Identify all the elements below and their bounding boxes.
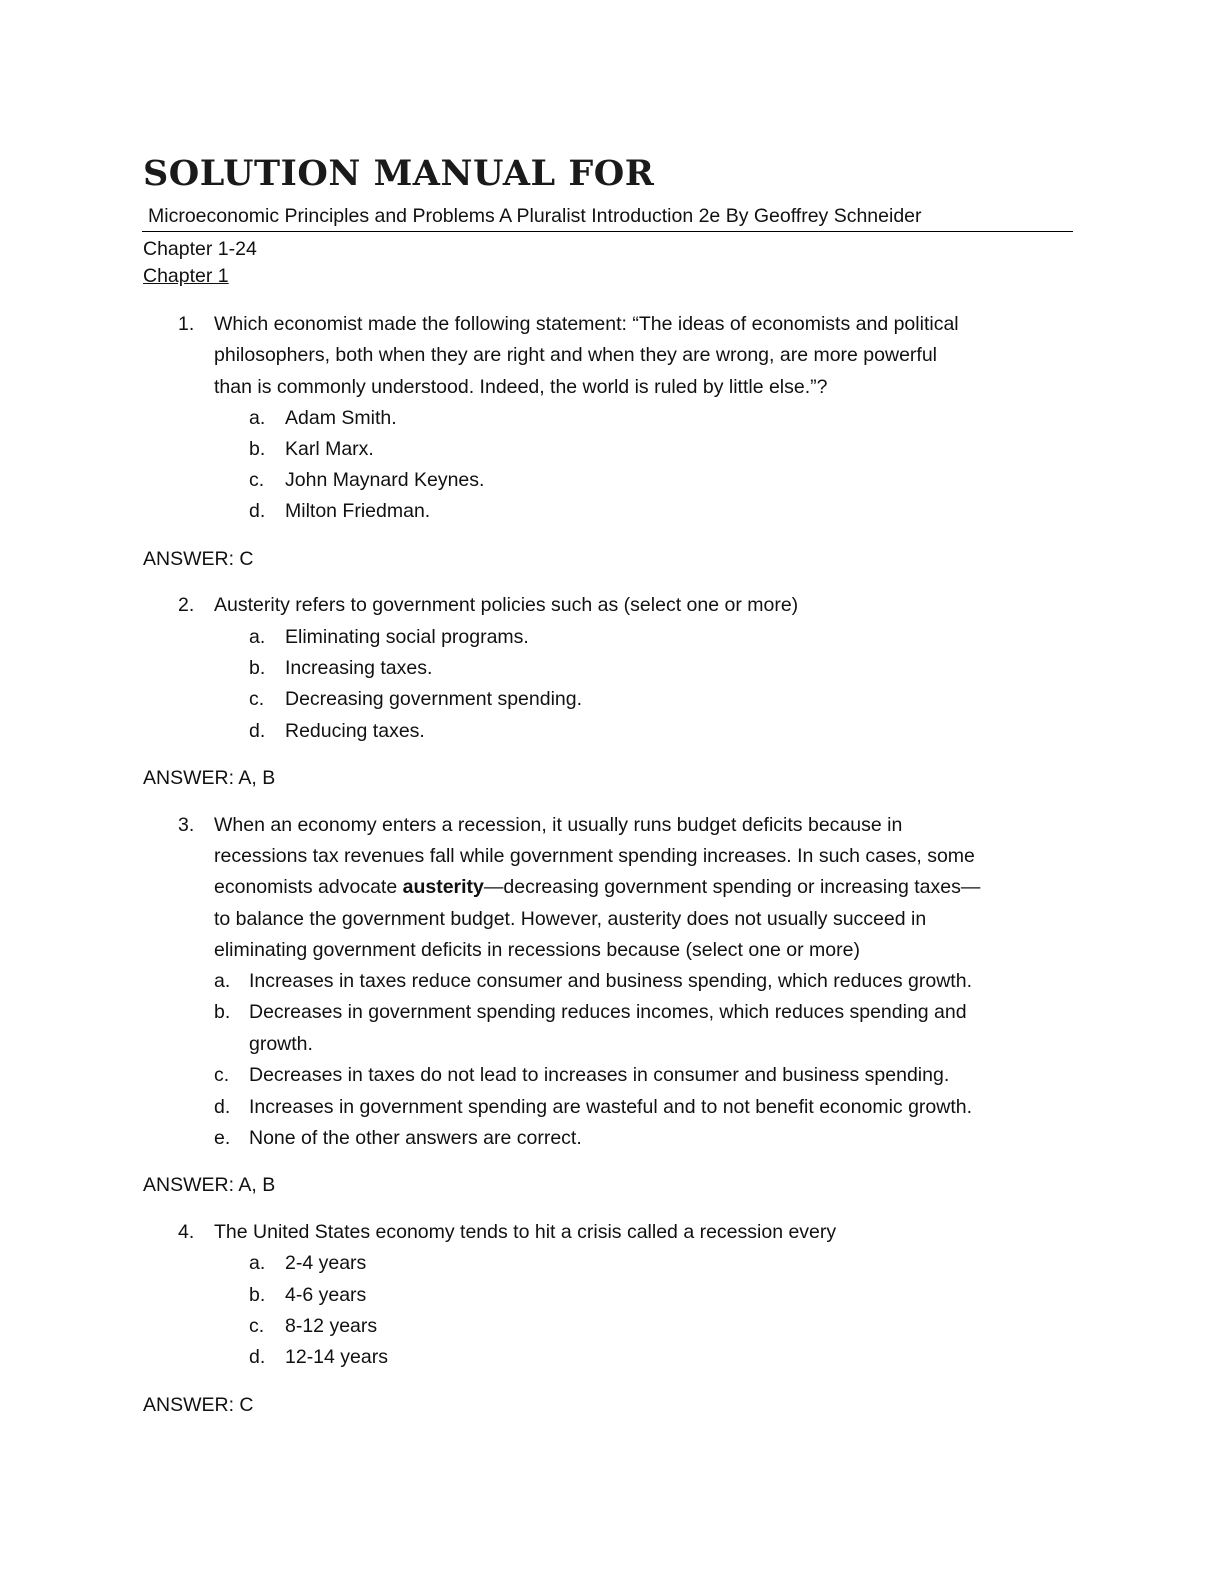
question-3-line-3-end: —decreasing government spending or increasing taxes— [483, 876, 981, 898]
question-3-text-line-2: recessions tax revenues fall while government spending increases. In such cases, some [214, 845, 975, 867]
document-subtitle: Microeconomic Principles and Problems A Pluralist Introduction 2e By Geoffrey Schneider [148, 205, 922, 227]
question-3-text-line-5: eliminating government deficits in recessions because (select one or more) [214, 939, 860, 961]
question-4-option-d: 12-14 years [285, 1346, 388, 1368]
question-4-answer: ANSWER: C [143, 1394, 254, 1416]
question-4-option-a-letter: a. [249, 1252, 266, 1274]
question-2-option-b: Increasing taxes. [285, 657, 433, 679]
question-3-option-b-letter: b. [214, 1001, 231, 1023]
question-4-option-a: 2-4 years [285, 1252, 367, 1274]
question-1-text-line-3: than is commonly understood. Indeed, the world is ruled by little else.”? [214, 376, 828, 398]
question-2-option-d-letter: d. [249, 720, 266, 742]
chapter-range: Chapter 1-24 [143, 238, 257, 260]
question-3-option-e: None of the other answers are correct. [249, 1127, 582, 1149]
question-4-option-b: 4-6 years [285, 1284, 367, 1306]
question-3-option-d: Increases in government spending are wasteful and to not benefit economic growth. [249, 1096, 973, 1118]
question-1-text-line-2: philosophers, both when they are right and when they are wrong, are more powerful [214, 344, 938, 366]
question-1-option-a-letter: a. [249, 407, 266, 429]
question-3-option-e-letter: e. [214, 1127, 231, 1149]
question-2-option-a: Eliminating social programs. [285, 626, 529, 648]
question-3-option-b: Decreases in government spending reduces incomes, which reduces spending and [249, 1001, 967, 1023]
question-2-number: 2. [178, 594, 195, 616]
question-1-option-a: Adam Smith. [285, 407, 397, 429]
question-1-option-b-letter: b. [249, 438, 266, 460]
question-3-option-a-letter: a. [214, 970, 231, 992]
question-2-option-b-letter: b. [249, 657, 266, 679]
question-3-option-d-letter: d. [214, 1096, 231, 1118]
question-2-text-line-1: Austerity refers to government policies such as (select one or more) [214, 594, 799, 616]
question-4-option-c-letter: c. [249, 1315, 265, 1337]
question-2-option-d: Reducing taxes. [285, 720, 425, 742]
question-3-text-line-3 [214, 874, 980, 900]
question-2-answer: ANSWER: A, B [143, 767, 276, 789]
question-1-option-c-letter: c. [249, 469, 265, 491]
question-2-option-c: Decreasing government spending. [285, 688, 583, 710]
question-3-line-3-start: economists advocate [214, 876, 403, 898]
question-3-text-line-1: When an economy enters a recession, it usually runs budget deficits because in [214, 814, 903, 836]
question-4-option-d-letter: d. [249, 1346, 266, 1368]
question-3-option-b-continued: growth. [249, 1033, 313, 1055]
question-2-option-c-letter: c. [249, 688, 265, 710]
austerity-term: austerity [402, 876, 484, 898]
chapter-heading: Chapter 1 [143, 265, 229, 287]
question-3-option-a: Increases in taxes reduce consumer and business spending, which reduces growth. [249, 970, 972, 992]
question-1-option-c: John Maynard Keynes. [285, 469, 485, 491]
question-2-option-a-letter: a. [249, 626, 266, 648]
title-divider [142, 231, 1073, 232]
question-4-option-c: 8-12 years [285, 1315, 378, 1337]
question-1-option-d: Milton Friedman. [285, 500, 431, 522]
question-4-option-b-letter: b. [249, 1284, 266, 1306]
question-3-option-c-letter: c. [214, 1064, 230, 1086]
question-3-text-line-4: to balance the government budget. However, austerity does not usually succeed in [214, 908, 927, 930]
question-1-option-b: Karl Marx. [285, 438, 374, 460]
question-3-number: 3. [178, 814, 195, 836]
question-3-answer: ANSWER: A, B [143, 1174, 276, 1196]
question-4-text-line-1: The United States economy tends to hit a crisis called a recession every [214, 1221, 837, 1243]
question-1-text-line-1: Which economist made the following statement: “The ideas of economists and political [214, 313, 959, 335]
document-title: SOLUTION MANUAL FOR [143, 153, 655, 194]
question-3-option-c: Decreases in taxes do not lead to increases in consumer and business spending. [249, 1064, 950, 1086]
question-4-number: 4. [178, 1221, 195, 1243]
question-1-number: 1. [178, 313, 195, 335]
question-1-answer: ANSWER: C [143, 548, 254, 570]
question-1-option-d-letter: d. [249, 500, 266, 522]
